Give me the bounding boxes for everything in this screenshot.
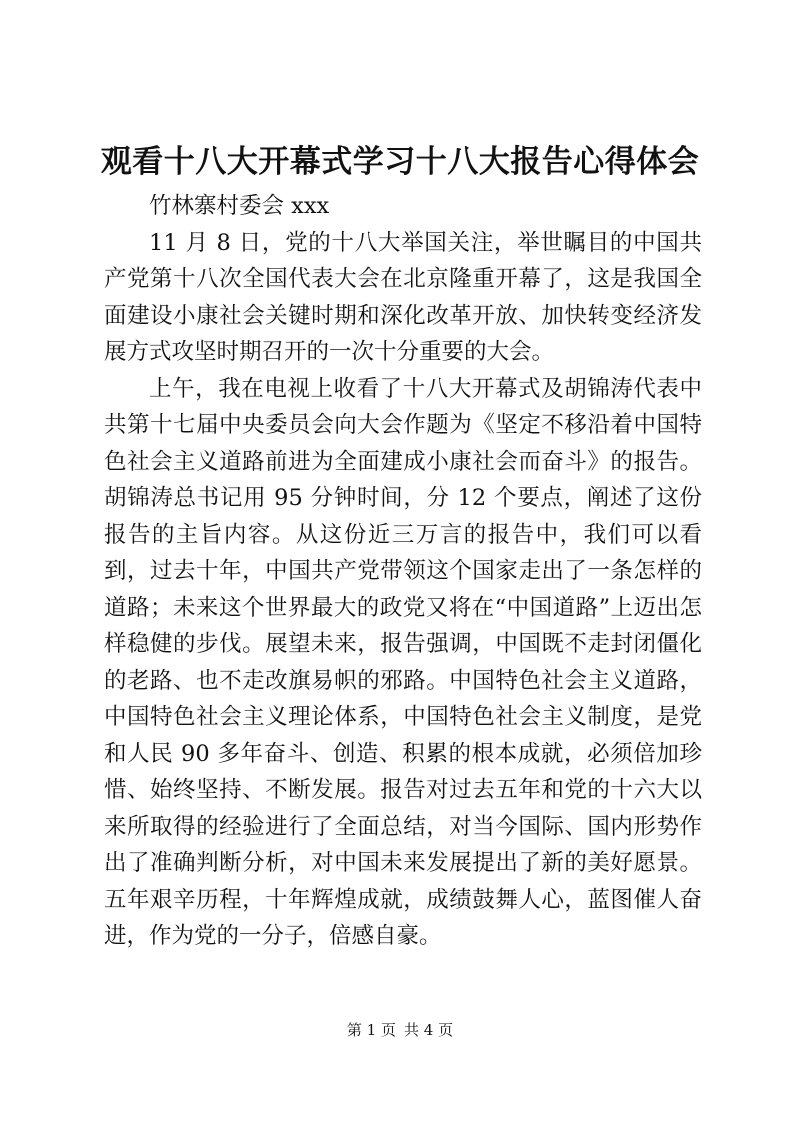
page-total: 共 4 页 <box>404 1021 454 1039</box>
author-line: 竹林寨村委会 xxx <box>149 193 330 219</box>
document-body <box>104 188 702 955</box>
page-number: 第 1 页 <box>346 1021 396 1039</box>
document-title: 观看十八大开幕式学习十八大报告心得体会 <box>100 144 700 180</box>
page-footer <box>0 1020 800 1040</box>
paragraph-2: 上午，我在电视上收看了十八大开幕式及胡锦涛代表中共第十七届中央委员会向大会作题为《坚定不移沿着中国特色社会主义道路前进为全面建成小康社会而奋斗》的报告。胡锦涛总书记用 95 分钟时间，分 12 个要点，阐述了这份报告的主旨内容。从这份近三万言的报告中，我们可以看到，过去十年，中国共产党带领这个国家走出了一条怎样的道路；未来这个世界最大的政党又将在“中国道路”上迈出怎样稳健的步伐。展望未来，报告强调，中国既不走封闭僵化的老路、也不走改旗易帜的邪路。中国特色社会主义道路，中国特色社会主义理论体系，中国特色社会主义制度，是党和人民 90 多年奋斗、创造、积累的根本成就，必须倍加珍惜、始终坚持、不断发展。报告对过去五年和党的十六大以来所取得的经验进行了全面总结，对当今国际、国内形势作出了准确判断分析，对中国未来发展提出了新的美好愿景。五年艰辛历程，十年辉煌成就，成绩鼓舞人心，蓝图催人奋进，作为党的一分子，倍感自豪。 <box>104 375 702 949</box>
paragraph-1: 11 月 8 日，党的十八大举国关注，举世瞩目的中国共产党第十八次全国代表大会在北京隆重开幕了，这是我国全面建设小康社会关键时期和深化改革开放、加快转变经济发展方式攻坚时期召开的一次十分重要的大会。 <box>104 229 702 365</box>
